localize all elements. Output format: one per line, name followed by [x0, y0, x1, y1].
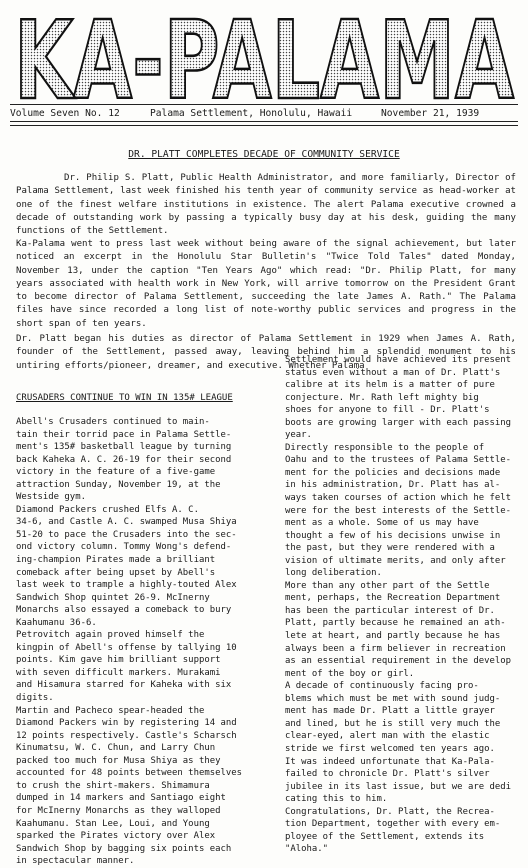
sports-article-line: Monarchs also essayed a comeback to bury [16, 605, 232, 616]
sports-article-line: 12 points respectively. Castle's Scharsch [16, 730, 237, 741]
sports-article-line: last week to trample a highly-touted Alex [16, 580, 237, 591]
sports-article-line: Diamond Packers crushed Elfs A. C. [16, 504, 199, 515]
masthead-logo [12, 6, 517, 106]
masthead [12, 6, 517, 106]
platt-article-line: ployee of the Settlement, extends its [285, 831, 485, 842]
main-headline: DR. PLATT COMPLETES DECADE OF COMMUNITY SERVICE [128, 149, 400, 160]
sports-article-line: victory in the feature of a five-game [16, 467, 216, 478]
platt-article-line: year. [285, 430, 312, 441]
sports-article-line: 51-20 to pace the Crusaders into the sec- [16, 529, 237, 540]
platt-article-line: as an essential requirement in the develop [285, 656, 511, 667]
sports-article-line: attraction Sunday, November 19, at the [16, 479, 221, 490]
sports-article-line: points. Kim gave him brilliant support [16, 655, 221, 666]
platt-article-line: ment for the policies and decisions made [285, 467, 501, 478]
platt-article-line: always been a firm believer in recreation [285, 643, 506, 654]
platt-article-line: in his administration, Dr. Platt has al- [285, 480, 501, 491]
sports-article [16, 416, 242, 868]
platt-article-line: calibre at its helm is a matter of pure [285, 380, 495, 391]
sports-article-line: Martin and Pacheco spear-headed the [16, 705, 205, 716]
sports-article-line: accounted for 48 points between themselves [16, 768, 242, 779]
platt-article-line: vision of ultimate merits, and only after [285, 555, 506, 566]
masthead-title: KA-PALAMA [14, 6, 515, 106]
sports-headline: CRUSADERS CONTINUE TO WIN IN 135# LEAGUE [16, 393, 233, 403]
sports-article-line: with seven difficult markers. Murakami [16, 667, 221, 678]
sports-article-line: digits. [16, 693, 54, 704]
sports-article-line: sparked the Pirates victory over Alex [16, 831, 216, 842]
platt-article-line: the past, but they were rendered with a [285, 543, 495, 554]
sports-article-line: in spectacular manner. [16, 856, 135, 867]
intro-paragraph-2-text: Ka-Palama went to press last week without being aware of the signal achievement, but later noticed an excerpt in the Honolulu Star Bulletin's "Twice Told Tales" dated Monday, November 13, under the caption "Ten Years Ago" which read: "Dr. Philip Platt, for many years associated with health work in New York, will arrive tomorrow on the President Grant to become director of Palama Settlement, succeeding the late James A. Rath." The Palama files have since recorded a long list of note-worthy public services and progress in the short span of ten years. [16, 239, 516, 329]
sports-article-line: Sandwich Shop by bagging six points each [16, 843, 232, 854]
platt-article-line: blems which must be met with sound judg- [285, 693, 501, 704]
platt-article-line: were for the best interests of the Settle- [285, 505, 511, 516]
info-rule-2 [10, 125, 518, 126]
platt-article-line: Platt, partly because he remained an ath- [285, 618, 506, 629]
sports-article-line: Westside gym. [16, 492, 86, 503]
platt-article-line: conjecture. Mr. Rath left mighty big [285, 392, 479, 403]
sports-article-line: ond victory column. Tommy Wong's defend- [16, 542, 232, 553]
platt-article-line: long deliberation. [285, 568, 382, 579]
sports-article-line: kingpin of Abell's offense by tallying 10 [16, 642, 237, 653]
platt-article-line: and lined, but he is still very much the [285, 718, 501, 729]
platt-article-line: has been the particular interest of Dr. [285, 605, 495, 616]
sports-article-line: packed too much for Musa Shiya as they [16, 755, 221, 766]
sports-article-line: for McInerny Monarchs as they walloped [16, 805, 221, 816]
platt-article-line: ment of the boy or girl. [285, 668, 415, 679]
intro-paragraph-1-text: Dr. Philip S. Platt, Public Health Administrator, and more familiarly, Director of Palama Settlement, last week finished his tenth year of community service as head-worker at one of the finest welfare institutions in existence. The alert Palama executive crowned a decade of outstanding work by passing a typically busy day at his desk, guiding the many functions of the Settlement. [16, 173, 516, 237]
sports-article-line: comeback after being upset by Abell's [16, 567, 216, 578]
platt-article-line: Oahu and to the trustees of Palama Settle- [285, 455, 511, 466]
platt-article-line: boots are growing larger with each passing [285, 417, 511, 428]
sports-article-line: back Kaheka A. C. 26-19 for their second [16, 454, 232, 465]
masthead-rule [10, 104, 518, 105]
volume-number: Volume Seven No. 12 [10, 108, 120, 119]
platt-article-line: "Aloha." [285, 844, 329, 855]
intro-paragraph-1 [16, 172, 516, 238]
platt-article-line: failed to chronicle Dr. Platt's silver [285, 769, 490, 780]
sports-article-line: Petrovitch again proved himself the [16, 630, 205, 641]
intro-paragraph-2 [16, 238, 516, 331]
platt-article-line: cating this to him. [285, 794, 388, 805]
platt-article-line: More than any other part of the Settle [285, 580, 490, 591]
platt-article-line: thought a few of his decisions unwise in [285, 530, 501, 541]
platt-article-line: A decade of continuously facing pro- [285, 681, 479, 692]
platt-article-line: jubilee in its last issue, but we are dedi [285, 781, 511, 792]
sports-article-line: Sandwich Shop quintet 26-9. McInerny [16, 592, 210, 603]
platt-article-line: Congratulations, Dr. Platt, the Recrea- [285, 806, 495, 817]
sports-article-line: ing-champion Pirates made a brilliant [16, 555, 216, 566]
sports-article-line: Abell's Crusaders continued to main- [16, 417, 210, 427]
issue-date: November 21, 1939 [381, 108, 480, 119]
platt-article-line: It was indeed unfortunate that Ka-Pala- [285, 756, 495, 767]
sports-article-line: Kaahumanu 36-6. [16, 617, 97, 628]
platt-article-line: clear-eyed, alert man with the elastic [285, 731, 490, 742]
platt-article-line: tion Department, together with every em- [285, 819, 501, 830]
sports-article-line: and Hisamura starred for Kaheka with six [16, 680, 232, 691]
platt-article-line: stride we first welcomed ten years ago. [285, 743, 495, 754]
platt-article-line: ment, perhaps, the Recreation Department [285, 593, 501, 604]
sports-article-line: 34-6, and Castle A. C. swamped Musa Shiya [16, 517, 237, 528]
platt-article-continued [285, 354, 511, 856]
sports-article-line: tain their torrid pace in Palama Settle- [16, 429, 232, 440]
sports-article-line: to crush the shirt-makers. Shimamura [16, 780, 210, 791]
platt-article-line: ment has made Dr. Platt a little grayer [285, 706, 495, 717]
sports-article-line: ment's 135# basketball league by turning [16, 442, 232, 453]
sports-article-line: Diamond Packers win by registering 14 and [16, 718, 237, 729]
platt-article-line: ment as a whole. Some of us may have [285, 518, 479, 529]
platt-article-line: status even without a man of Dr. Platt's [285, 367, 501, 378]
platt-article-line: lete at heart, and partly because he has [285, 631, 501, 642]
sports-article-line: Kinumatsu, W. C. Chun, and Larry Chun [16, 743, 216, 754]
publisher-location: Palama Settlement, Honolulu, Hawaii [150, 108, 353, 119]
intro-paragraph-3-text: Dr. Platt began his duties as director of Palama Settlement in 1929 when James A. Rath, founder of the Settlement, passed away, leaving behind him a splendid monument to his untiring efforts/pioneer, dreamer, and executive. Whether Palama [16, 334, 516, 371]
sports-article-line: dumped in 14 markers and Santiago eight [16, 793, 226, 804]
platt-article-line: Settlement would have achieved its present [285, 355, 511, 365]
platt-article-line: shoes for anyone to fill - Dr. Platt's [285, 405, 490, 416]
platt-article-line: ways taken courses of action which he felt [285, 493, 511, 504]
sports-article-line: Kaahumanu. Stan Lee, Loui, and Young [16, 818, 210, 829]
platt-article-line: Directly responsible to the people of [285, 442, 485, 453]
info-rule-1 [10, 121, 518, 122]
